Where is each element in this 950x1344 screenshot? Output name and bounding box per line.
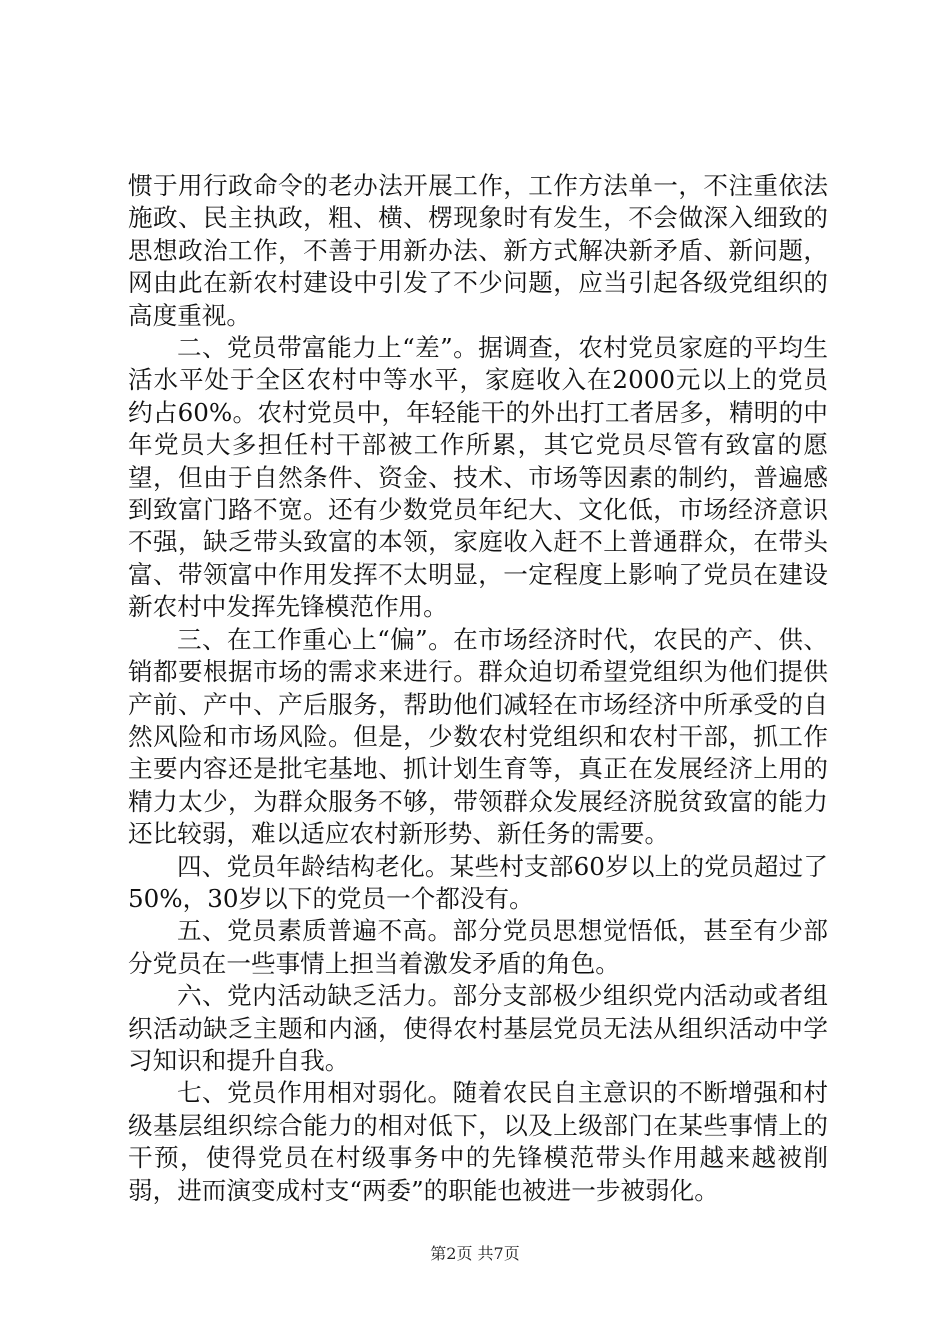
paragraph-section-3: 三、在工作重心上“偏”。在市场经济时代，农民的产、供、销都要根据市场的需求来进行。群众迫切希望党组织为他们提供产前、产中、产后服务，帮助他们减轻在市场经济中所承受的自然风险和市场风险。但是，少数农村党组织和农村干部，抓工作主要内容还是批宅基地、抓计划生育等，真正在发展经济上用的精力太少，为群众服务不够，带领群众发展经济脱贫致富的能力还比较弱，难以适应农村新形势、新任务的需要。 (128, 624, 828, 849)
page-number-footer: 第2页 共7页 (430, 1244, 520, 1263)
paragraph-section-4: 四、党员年龄结构老化。某些村支部60岁以上的党员超过了50%，30岁以下的党员一个都没有。 (128, 851, 828, 913)
paragraph-section-6: 六、党内活动缺乏活力。部分支部极少组织党内活动或者组织活动缺乏主题和内涵，使得农村基层党员无法从组织活动中学习知识和提升自我。 (128, 981, 828, 1075)
paragraph-continuation: 惯于用行政命令的老办法开展工作，工作方法单一，不注重依法施政、民主执政，粗、横、楞现象时有发生，不会做深入细致的思想政治工作，不善于用新办法、新方式解决新矛盾、新问题，网由此在新农村建设中引发了不少问题，应当引起各级党组织的高度重视。 (128, 171, 828, 330)
paragraph-section-5: 五、党员素质普遍不高。部分党员思想觉悟低，甚至有少部分党员在一些事情上担当着激发矛盾的角色。 (128, 916, 828, 978)
paragraph-section-7: 七、党员作用相对弱化。随着农民自主意识的不断增强和村级基层组织综合能力的相对低下，以及上级部门在某些事情上的干预，使得党员在村级事务中的先锋模范带头作用越来越被削弱，进而演变成村支“两委”的职能也被进一步被弱化。 (128, 1078, 828, 1205)
paragraph-section-2: 二、党员带富能力上“差”。据调查，农村党员家庭的平均生活水平处于全区农村中等水平，家庭收入在2000元以上的党员约占60%。农村党员中，年轻能干的外出打工者居多，精明的中年党员大多担任村干部被工作所累，其它党员尽管有致富的愿望，但由于自然条件、资金、技术、市场等因素的制约，普遍感到致富门路不宽。还有少数党员年纪大、文化低，市场经济意识不强，缺乏带头致富的本领，家庭收入赶不上普通群众，在带头富、带领富中作用发挥不太明显，一定程度上影响了党员在建设新农村中发挥先锋模范作用。 (128, 333, 828, 622)
document-body (128, 170, 828, 1207)
